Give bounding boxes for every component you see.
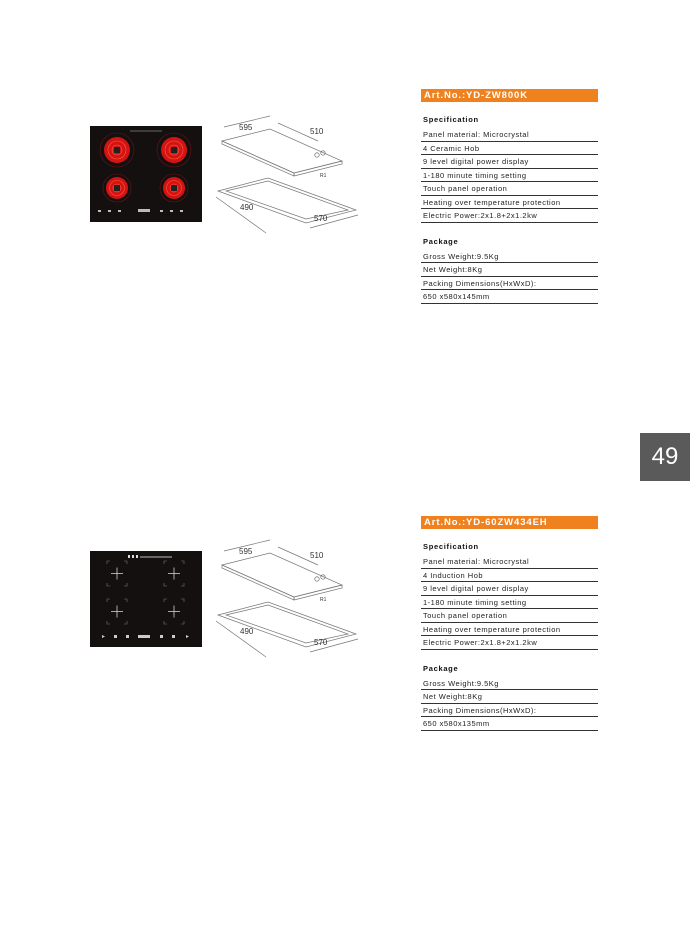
dim-cutout-depth-label: 490 (240, 627, 254, 636)
package-heading: Package (423, 663, 459, 673)
dim-depth-label: 510 (310, 551, 324, 560)
ceramic-hob-photo (90, 126, 202, 222)
spec-panel (421, 516, 598, 731)
package-row: Packing Dimensions(HxWxD): (421, 704, 598, 718)
spec-row: Heating over temperature protection (421, 196, 598, 210)
dim-cutout-depth-label: 490 (240, 203, 254, 212)
spec-row: Panel material: Microcrystal (421, 128, 598, 142)
spec-row: Touch panel operation (421, 182, 598, 196)
product-ceramic-hob (0, 85, 690, 385)
spec-row: Touch panel operation (421, 609, 598, 623)
dim-radius-label: R1 (320, 597, 327, 603)
specification-heading: Specification (423, 542, 479, 551)
dim-width-label: 595 (239, 547, 253, 556)
spec-row: 1-180 minute timing setting (421, 169, 598, 183)
dim-cutout-width-label: 570 (314, 214, 328, 223)
package-row: Net Weight:8Kg (421, 690, 598, 704)
induction-hob-photo (90, 551, 202, 647)
package-row: Gross Weight:9.5Kg (421, 250, 598, 264)
package-row: 650 x580x145mm (421, 290, 598, 304)
product-induction-hob (0, 512, 690, 812)
dim-cutout-width-label: 570 (314, 638, 328, 647)
spec-row: 9 level digital power display (421, 155, 598, 169)
dim-depth-label: 510 (310, 127, 324, 136)
spec-row: Electric Power:2x1.8+2x1.2kw (421, 636, 598, 650)
package-row: Packing Dimensions(HxWxD): (421, 277, 598, 291)
spec-row: Panel material: Microcrystal (421, 555, 598, 569)
package-row: Net Weight:8Kg (421, 263, 598, 277)
induction-hob-dimension-drawing (210, 539, 370, 664)
dim-radius-label: R1 (320, 173, 327, 179)
spec-panel (421, 89, 598, 304)
package-row: Gross Weight:9.5Kg (421, 677, 598, 691)
spec-row: 1-180 minute timing setting (421, 596, 598, 610)
specification-heading: Specification (423, 115, 479, 124)
spec-row: 4 Induction Hob (421, 569, 598, 583)
article-number-bar: Art.No.:YD-60ZW434EH (421, 516, 598, 529)
dim-width-label: 595 (239, 123, 253, 132)
package-row: 650 x580x135mm (421, 717, 598, 731)
spec-row: Heating over temperature protection (421, 623, 598, 637)
page-number-tab: 49 (640, 433, 690, 481)
article-number-bar: Art.No.:YD-ZW800K (421, 89, 598, 102)
package-heading: Package (423, 236, 459, 246)
ceramic-hob-dimension-drawing (210, 115, 370, 240)
spec-row: 4 Ceramic Hob (421, 142, 598, 156)
spec-row: 9 level digital power display (421, 582, 598, 596)
spec-row: Electric Power:2x1.8+2x1.2kw (421, 209, 598, 223)
